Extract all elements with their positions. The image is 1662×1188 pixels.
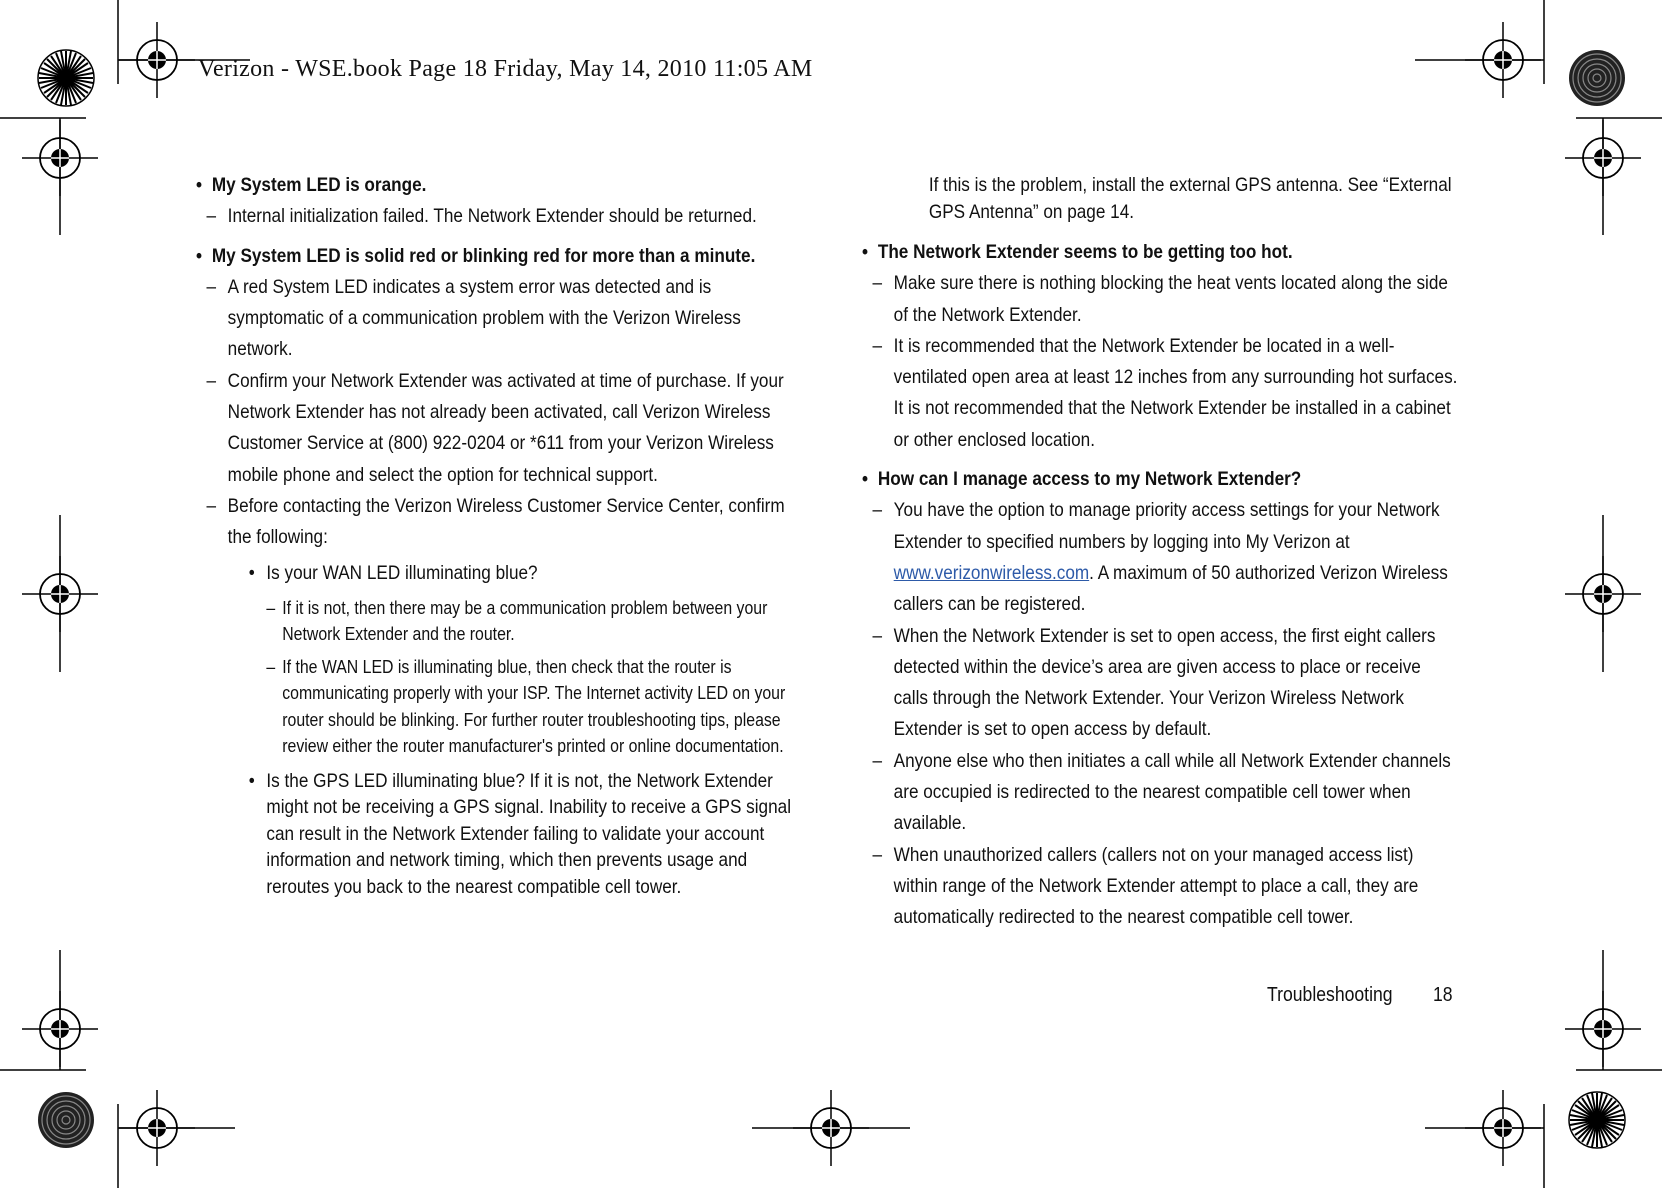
registration-mark-icon: [22, 991, 98, 1067]
registration-mark-icon: [1565, 991, 1641, 1067]
answer-item: – It is recommended that the Network Extender be located in a well-ventilated open area at least 12 inches from any surrounding hot surfaces. It is not recommended that the Network Extender be installed in a cabinet or other enclosed location.: [872, 334, 1458, 451]
continued-text: If this is the problem, install the external GPS antenna. See “External GPS Antenna” on page 14.: [928, 174, 1452, 223]
checklist-detail: – If the WAN LED is illuminating blue, then check that the router is communicating properly with your ISP. The Internet activity LED on your router should be blinking. For further router troubleshooting tips, please review either the router manufacturer's printed or online documentation.: [266, 656, 786, 757]
starburst-target-icon: [1569, 1092, 1625, 1148]
footer-section-name: Troubleshooting: [1267, 984, 1393, 1006]
registration-mark-icon: [22, 556, 98, 632]
answer-item: – Internal initialization failed. The Network Extender should be returned.: [206, 205, 757, 228]
answer-item: – Make sure there is nothing blocking the heat vents located along the side of the Network Extender.: [872, 272, 1448, 326]
question-red-led: • My System LED is solid red or blinking red for more than a minute.: [196, 241, 803, 272]
registration-mark-icon: [793, 1090, 869, 1166]
checklist-item-wan-led: • Is your WAN LED illuminating blue?: [248, 561, 538, 584]
answer-item: – Anyone else who then initiates a call while all Network Extender channels are occupied is redirected to the nearest compatible cell tower when available.: [872, 749, 1451, 835]
registration-mark-icon: [1465, 22, 1541, 98]
registration-mark-icon: [1465, 1090, 1541, 1166]
verizon-website-link[interactable]: www.verizonwireless.com: [893, 561, 1090, 584]
registration-mark-icon: [1565, 556, 1641, 632]
book-header: Verizon - WSE.book Page 18 Friday, May 14, 2010 11:05 AM: [198, 56, 813, 82]
concentric-circles-icon: [38, 1092, 94, 1148]
question-manage-access: • How can I manage access to my Network Extender?: [862, 464, 1459, 495]
answer-item: – Confirm your Network Extender was activated at time of purchase. If your Network Extender has not already been activated, call Verizon Wireless Customer Service at (800) 922-0204 or *611 from your Verizon Wireless mobile phone and select the option for technical support.: [206, 369, 784, 486]
left-column: [196, 170, 806, 900]
starburst-target-icon: [38, 50, 94, 106]
checklist-detail: – If it is not, then there may be a communication problem between your Network Extender and the router.: [266, 597, 768, 645]
registration-mark-icon: [119, 22, 195, 98]
answer-item: – Before contacting the Verizon Wireless Customer Service Center, confirm the following:: [206, 494, 785, 549]
question-orange-led: • My System LED is orange.: [196, 170, 803, 201]
right-column: [862, 170, 1462, 934]
answer-item: – When unauthorized callers (callers not on your managed access list) within range of the Network Extender attempt to place a call, they are automatically redirected to the nearest compatible cell tower.: [872, 843, 1419, 929]
concentric-circles-icon: [1569, 50, 1625, 106]
registration-mark-icon: [1565, 120, 1641, 196]
answer-item: – A red System LED indicates a system error was detected and is symptomatic of a communication problem with the Verizon Wireless network.: [206, 275, 741, 361]
registration-mark-icon: [119, 1090, 195, 1166]
registration-mark-icon: [22, 120, 98, 196]
answer-item: – When the Network Extender is set to open access, the first eight callers detected within the device’s area are given access to place or receive calls through the Network Extender. Your Verizon Wireless Network Extender is set to open access by default.: [872, 624, 1436, 741]
checklist-item-gps-led: • Is the GPS LED illuminating blue? If it is not, the Network Extender might not be receiving a GPS signal. Inability to receive a GPS signal can result in the Network Extender failing to validate your account information and network timing, which then prevents usage and reroutes you back to the nearest compatible cell tower.: [248, 769, 792, 898]
answer-item: – You have the option to manage priority access settings for your Network Extender to specified numbers by logging into My Verizon at www.verizonwireless.com. A maximum of 50 authorized Verizon Wireless callers can be registered.: [872, 499, 1448, 616]
question-too-hot: • The Network Extender seems to be getting too hot.: [862, 237, 1459, 268]
footer-page-number: 18: [1433, 984, 1453, 1006]
